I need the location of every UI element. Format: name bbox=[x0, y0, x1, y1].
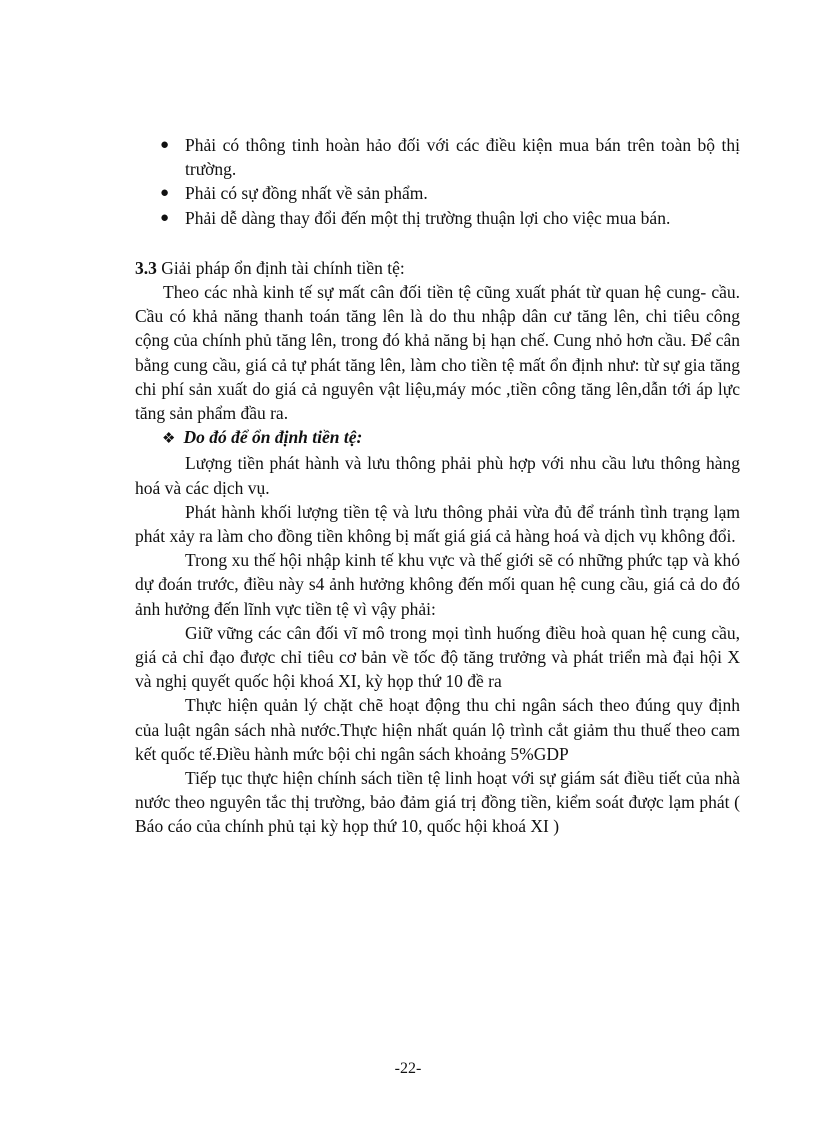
body-text bbox=[135, 280, 740, 839]
section-number: 3.3 bbox=[135, 258, 157, 278]
list-item bbox=[160, 206, 740, 230]
paragraph: Trong xu thế hội nhập kinh tế khu vực và thế giới sẽ có những phức tạp và khó dự đoán trước, điều này s4 ảnh hưởng không đến mối quan hệ cung cầu, giá cả do đó ảnh hưởng đến lĩnh vực tiền tệ vì vậy phải: bbox=[135, 550, 740, 619]
bullet-icon: ● bbox=[160, 185, 170, 202]
bullet-icon: ● bbox=[160, 137, 170, 153]
intro-paragraph: Theo các nhà kinh tế sự mất cân đối tiền tệ cũng xuất phát từ quan hệ cung- cầu. Cầu có khả năng thanh toán tăng lên là do thu nhập dân cư tăng lên, chi tiêu công cộng của chính phủ tăng lên, trong đó khả năng bị hạn chế. Cung nhỏ hơn cầu. Để cân bằng cung cầu, giá cả tự phát tăng lên, làm cho tiền tệ mất ổn định như: từ sự gia tăng chi phí sản xuất do giá cả nguyên vật liệu,máy móc ,tiền công tăng lên,dẫn tới áp lực tăng sản phẩm đầu ra. bbox=[135, 282, 740, 424]
bullet-text: Phải có thông tinh hoàn hảo đối với các điều kiện mua bán trên toàn bộ thị trường. bbox=[185, 135, 740, 180]
list-item bbox=[160, 181, 740, 205]
section-heading bbox=[135, 256, 735, 280]
subheading-text: Do đó để ổn định tiền tệ: bbox=[183, 427, 363, 448]
page-number: -22- bbox=[394, 1060, 422, 1077]
bullet-list bbox=[160, 133, 740, 230]
paragraph: Giữ vững các cân đối vĩ mô trong mọi tình huống điều hoà quan hệ cung cầu, giá cả chỉ đạo được chỉ tiêu cơ bản về tốc độ tăng trưởng và phát triển mà đại hội X và nghị quyết quốc hội khoá XI, kỳ họp thứ 10 đề ra bbox=[135, 622, 740, 692]
list-item bbox=[160, 133, 740, 181]
subheading bbox=[135, 425, 740, 451]
paragraph: Lượng tiền phát hành và lưu thông phải phù hợp với nhu cầu lưu thông hàng hoá và các dịch vụ. bbox=[135, 453, 740, 498]
paragraph: Tiếp tục thực hiện chính sách tiền tệ linh hoạt với sự giám sát điều tiết của nhà nước theo nguyên tắc thị trường, bảo đảm giá trị đồng tiền, kiểm soát được lạm phát ( Báo cáo của chính phủ tại kỳ họp thứ 10, quốc hội khoá XI ) bbox=[135, 768, 740, 837]
bullet-text: Phải có sự đồng nhất về sản phẩm. bbox=[185, 183, 428, 204]
diamond-bullet-icon: ❖ bbox=[162, 431, 176, 448]
bullet-text: Phải dễ dàng thay đổi đến một thị trường thuận lợi cho việc mua bán. bbox=[185, 207, 671, 228]
bullet-icon: ● bbox=[160, 209, 170, 226]
paragraph: Phát hành khối lượng tiền tệ và lưu thông phải vừa đủ để tránh tình trạng lạm phát xảy ra làm cho đồng tiền không bị mất giá giá cả hàng hoá và dịch vụ không đổi. bbox=[135, 501, 740, 547]
section-title: Giải pháp ổn định tài chính tiền tệ: bbox=[156, 258, 405, 278]
paragraph: Thực hiện quản lý chặt chẽ hoạt động thu chi ngân sách theo đúng quy định của luật ngân sách nhà nước.Thực hiện nhất quán lộ trình cắt giảm thu thuế theo cam kết quốc tế.Điều hành mức bội chi ngân sách khoảng 5%GDP bbox=[135, 695, 740, 764]
